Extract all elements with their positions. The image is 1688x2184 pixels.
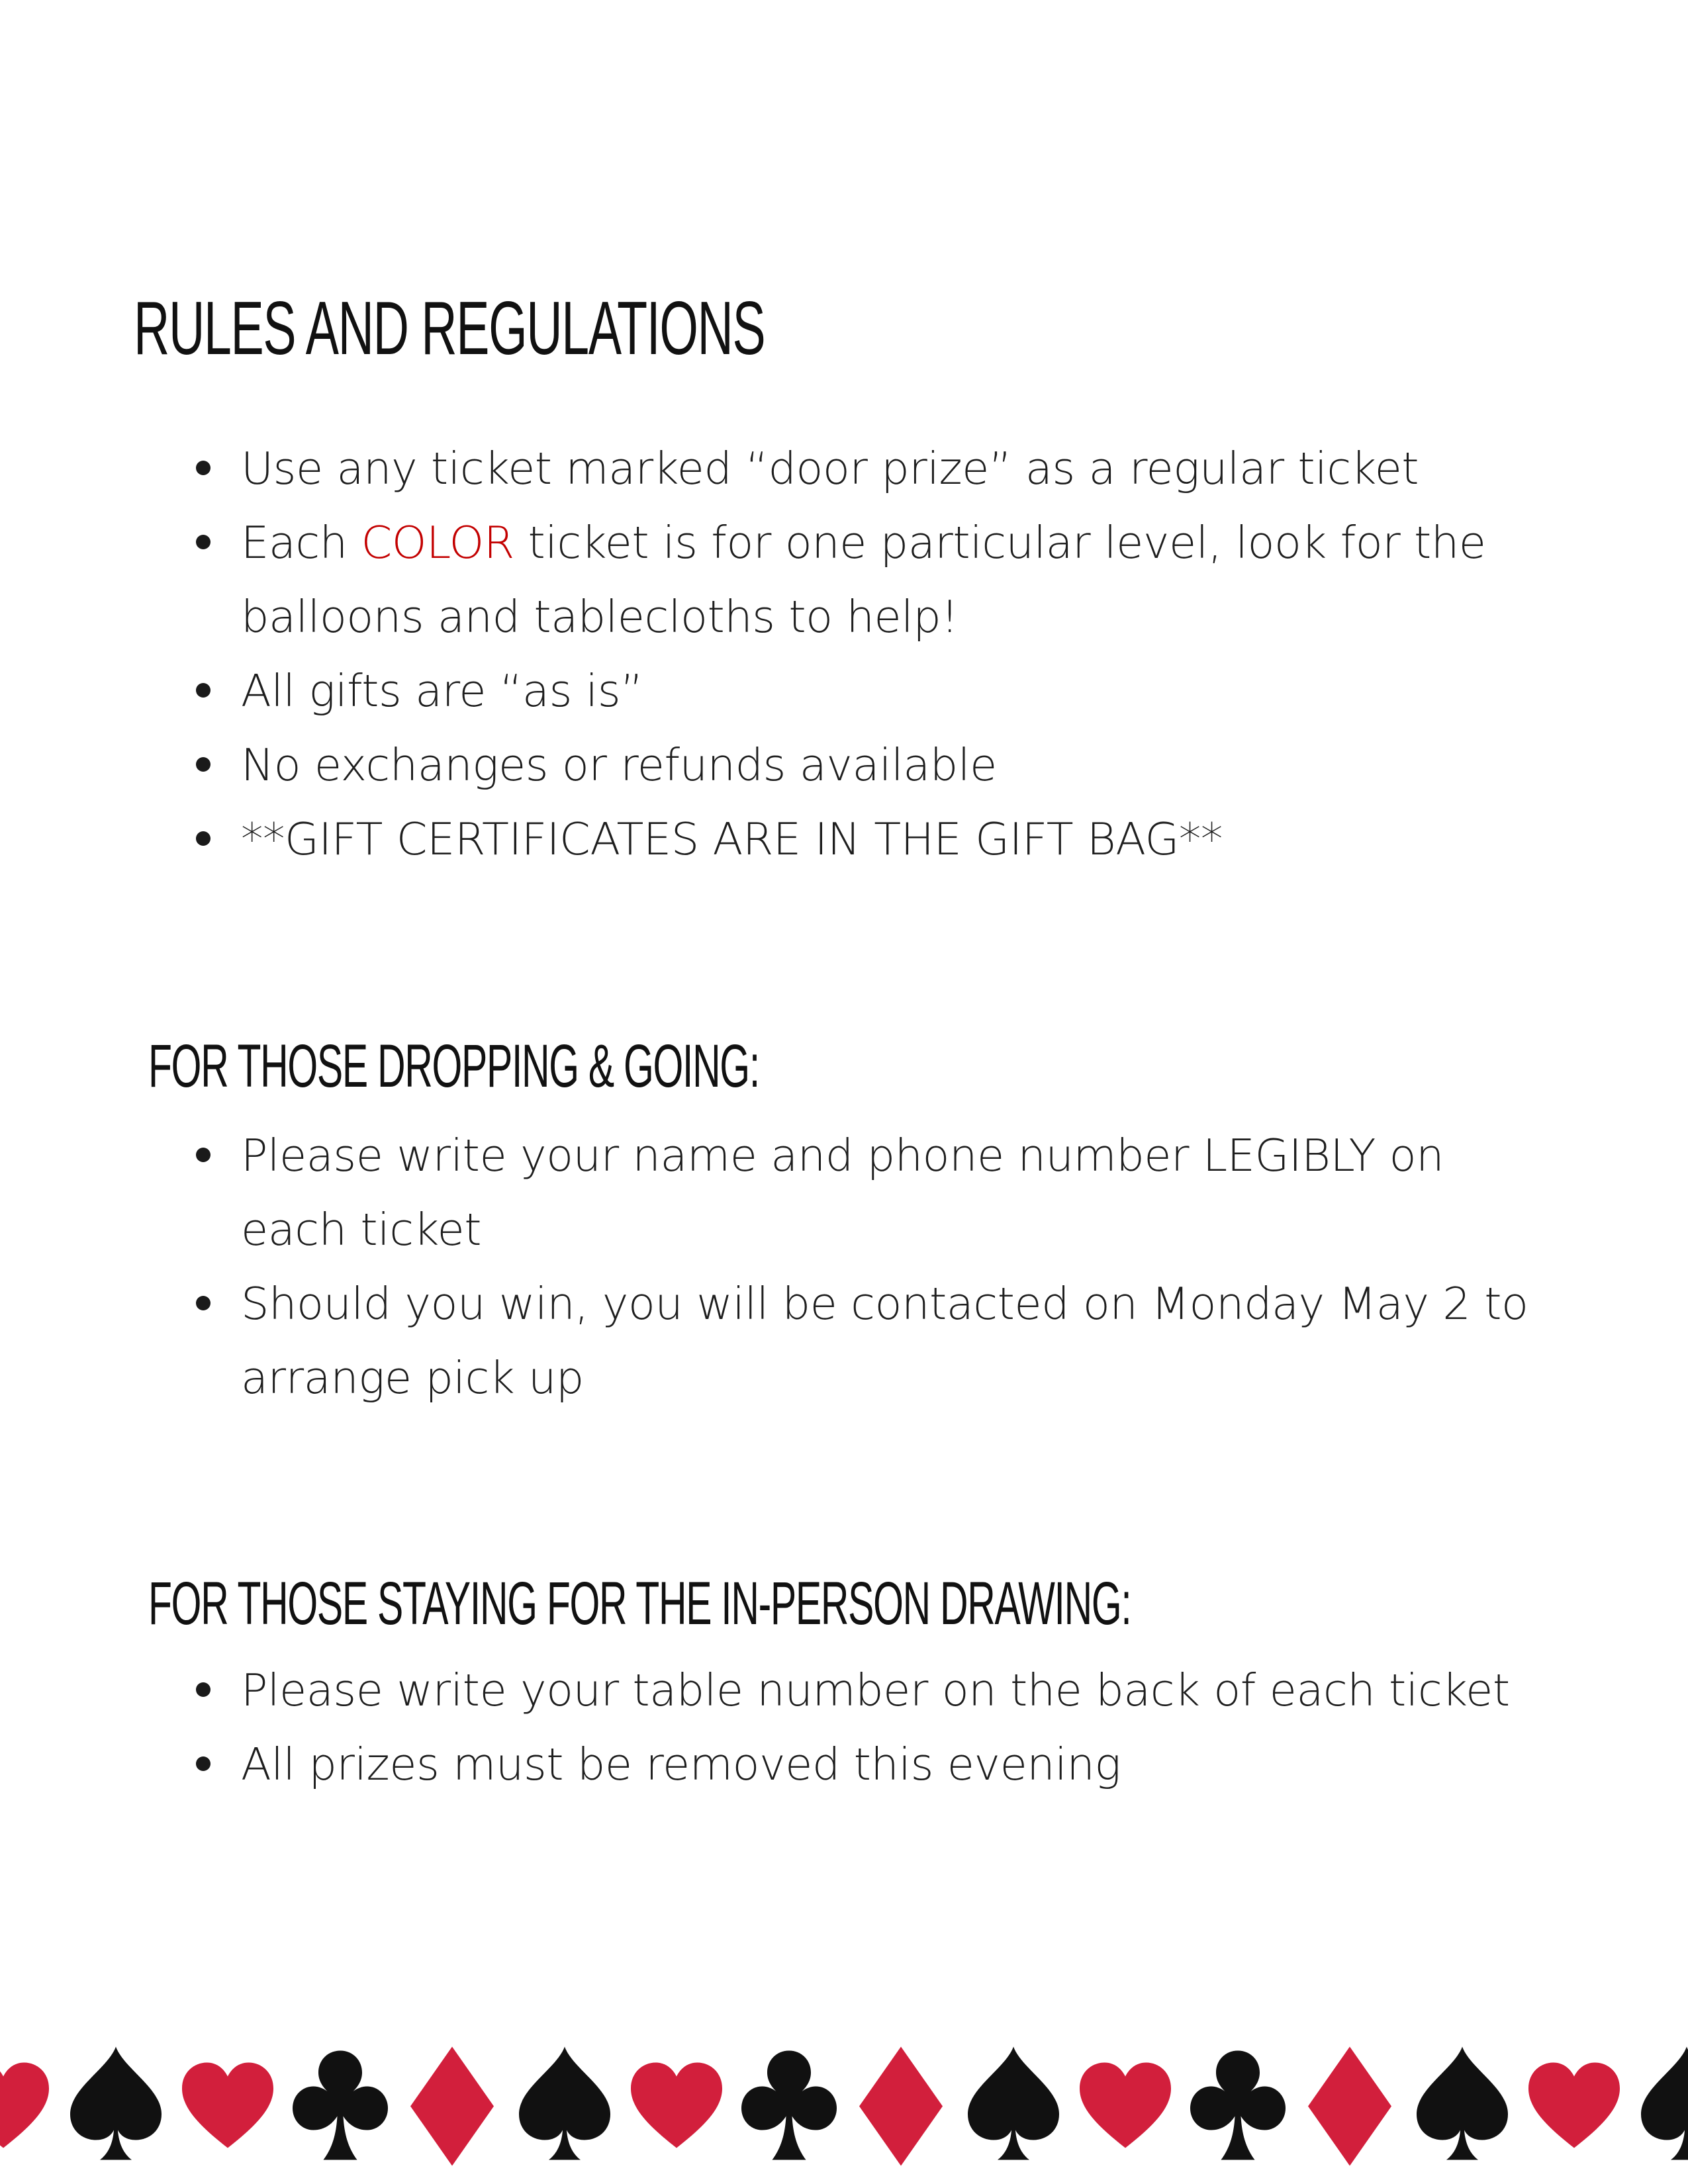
staying-list: [241, 1653, 1552, 1801]
heart-icon: [1524, 2045, 1624, 2167]
list-item-text: **GIFT CERTIFICATES ARE IN THE GIFT BAG**: [241, 813, 1223, 865]
spade-icon: [1637, 2045, 1688, 2167]
heart-icon: [1076, 2045, 1175, 2167]
dropping-list: [241, 1118, 1558, 1415]
list-item: [241, 1267, 1558, 1415]
list-item-text: Please write your table number on the back of each ticket: [241, 1664, 1510, 1716]
list-item: [241, 506, 1552, 654]
rules-list: [241, 432, 1552, 876]
list-item-text: Each: [241, 517, 361, 569]
spade-icon: [964, 2045, 1063, 2167]
accent-text: COLOR: [361, 517, 514, 569]
heart-icon: [178, 2045, 277, 2167]
dropping-heading: FOR THOSE DROPPING & GOING:: [148, 1032, 759, 1100]
diamond-icon: [402, 2045, 502, 2167]
spade-icon: [515, 2045, 614, 2167]
club-icon: [739, 2045, 839, 2167]
list-item: [241, 728, 1552, 802]
list-item: [241, 1653, 1552, 1727]
spade-icon: [1413, 2045, 1512, 2167]
diamond-icon: [1300, 2045, 1399, 2167]
card-suit-border: [0, 2038, 1688, 2184]
list-item: [241, 432, 1552, 506]
list-item: [241, 1118, 1558, 1267]
list-item-text: All prizes must be removed this evening: [241, 1739, 1121, 1790]
list-item-text: Use any ticket marked “door prize” as a regular ticket: [241, 443, 1419, 494]
club-icon: [1188, 2045, 1288, 2167]
staying-heading: FOR THOSE STAYING FOR THE IN-PERSON DRAWING:: [148, 1570, 1131, 1637]
list-item-text: No exchanges or refunds available: [241, 739, 997, 791]
club-icon: [291, 2045, 390, 2167]
list-item: [241, 1727, 1552, 1801]
list-item-text: Should you win, you will be contacted on Monday May 2 to arrange pick up: [241, 1278, 1528, 1404]
list-item-text: All gifts are “as is”: [241, 665, 643, 717]
heart-icon: [0, 2045, 53, 2167]
list-item-text: ticket is for one particular level, look for the balloons and tablecloths to help!: [241, 517, 1486, 643]
list-item: [241, 654, 1552, 728]
rules-heading: RULES AND REGULATIONS: [134, 287, 765, 371]
list-item: [241, 802, 1552, 876]
heart-icon: [627, 2045, 726, 2167]
list-item-text: Please write your name and phone number LEGIBLY on each ticket: [241, 1130, 1444, 1255]
diamond-icon: [851, 2045, 951, 2167]
spade-icon: [66, 2045, 165, 2167]
